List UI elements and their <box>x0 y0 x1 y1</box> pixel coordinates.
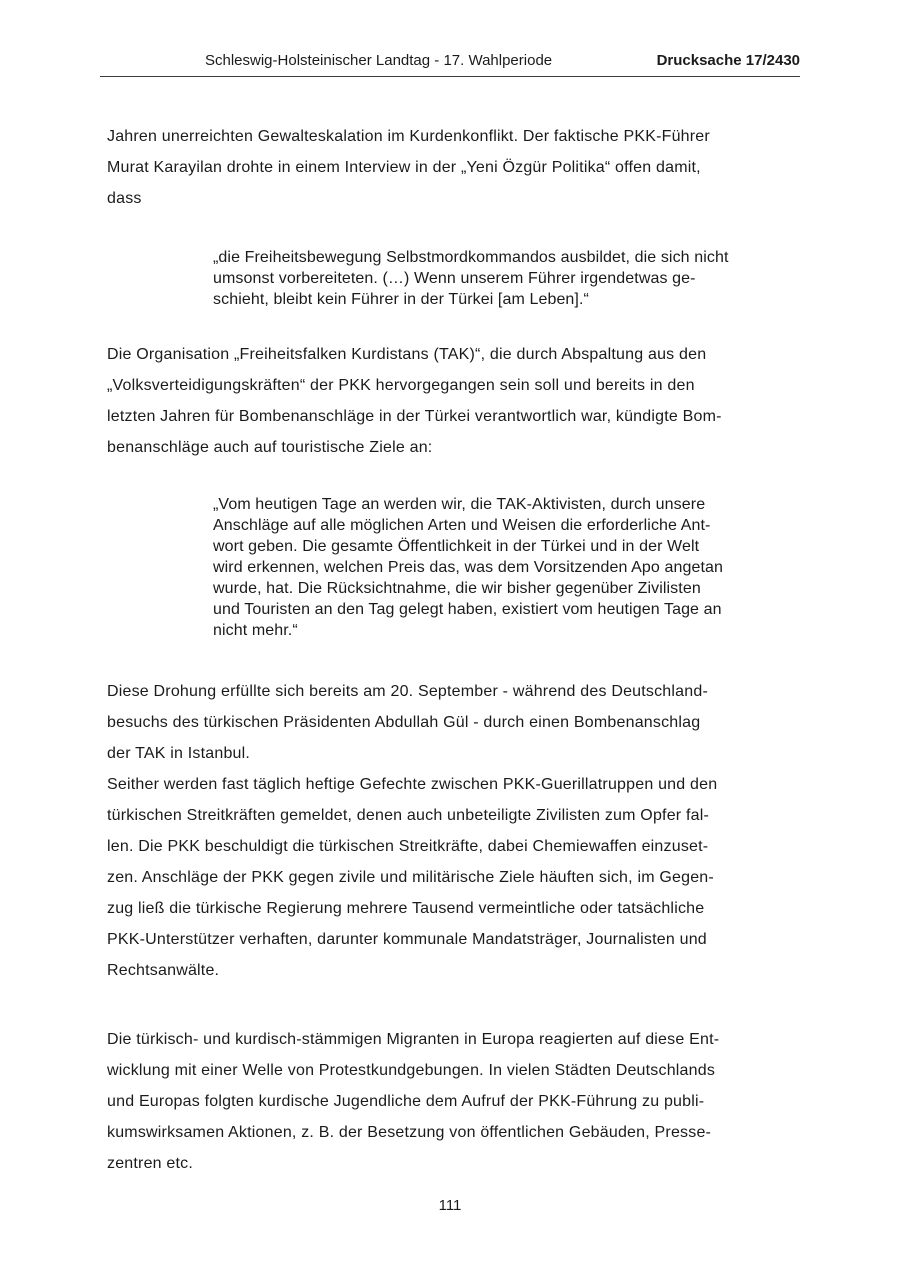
text-line: Die Organisation „Freiheitsfalken Kurdistans (TAK)“, die durch Abspaltung aus den <box>107 346 707 363</box>
text-line: Jahren unerreichten Gewalteskalation im Kurdenkonflikt. Der faktische PKK-Führer <box>107 128 710 145</box>
text-line: benanschläge auch auf touristische Ziele an: <box>107 439 433 456</box>
text-line: der TAK in Istanbul. <box>107 745 251 762</box>
paragraph <box>107 121 800 214</box>
paragraph <box>107 1024 800 1179</box>
text-line: Die türkisch- und kurdisch-stämmigen Migranten in Europa reagierten auf diese Ent- <box>107 1031 720 1048</box>
document-body <box>107 121 800 1179</box>
text-line: Rechtsanwälte. <box>107 962 220 979</box>
text-line: besuchs des türkischen Präsidenten Abdullah Gül - durch einen Bombenanschlag <box>107 714 701 731</box>
text-line: Diese Drohung erfüllte sich bereits am 20. September - während des Deutschland- <box>107 683 708 700</box>
text-line: dass <box>107 190 142 207</box>
text-line: zen. Anschläge der PKK gegen zivile und militärische Ziele häuften sich, im Gegen- <box>107 869 714 886</box>
text-line: „Volksverteidigungskräften“ der PKK hervorgegangen sein soll und bereits in den <box>107 377 695 394</box>
text-line: „Vom heutigen Tage an werden wir, die TAK-Aktivisten, durch unsere <box>213 496 706 513</box>
text-line: umsonst vorbereiteten. (…) Wenn unserem Führer irgendetwas ge- <box>213 270 696 287</box>
text-line: schieht, bleibt kein Führer in der Türkei [am Leben].“ <box>213 291 589 308</box>
text-line: „die Freiheitsbewegung Selbstmordkommandos ausbildet, die sich nicht <box>213 249 729 266</box>
text-line: wicklung mit einer Welle von Protestkundgebungen. In vielen Städten Deutschlands <box>107 1062 716 1079</box>
text-line: zentren etc. <box>107 1155 194 1172</box>
header-drucksache-number: Drucksache 17/2430 <box>656 52 800 69</box>
text-line: wort geben. Die gesamte Öffentlichkeit in der Türkei und in der Welt <box>213 538 700 555</box>
text-line: und Europas folgten kurdische Jugendliche dem Aufruf der PKK-Führung zu publi- <box>107 1093 705 1110</box>
page-header <box>100 0 800 77</box>
paragraph <box>107 339 800 463</box>
text-line: türkischen Streitkräften gemeldet, denen auch unbeteiligte Zivilisten zum Opfer fal- <box>107 807 709 824</box>
text-line: PKK-Unterstützer verhaften, darunter kommunale Mandatsträger, Journalisten und <box>107 931 707 948</box>
page-number: 111 <box>438 1197 462 1214</box>
page-footer <box>0 1196 900 1215</box>
text-line: letzten Jahren für Bombenanschläge in der Türkei verantwortlich war, kündigte Bom- <box>107 408 722 425</box>
paragraph <box>107 676 800 986</box>
text-line: nicht mehr.“ <box>213 622 298 639</box>
text-line: Anschläge auf alle möglichen Arten und Weisen die erforderliche Ant- <box>213 517 711 534</box>
text-line: zug ließ die türkische Regierung mehrere Tausend vermeintliche oder tatsächliche <box>107 900 705 917</box>
text-line: kumswirksamen Aktionen, z. B. der Besetzung von öffentlichen Gebäuden, Presse- <box>107 1124 712 1141</box>
text-line: Seither werden fast täglich heftige Gefechte zwischen PKK-Guerillatruppen und den <box>107 776 718 793</box>
text-line: len. Die PKK beschuldigt die türkischen Streitkräfte, dabei Chemiewaffen einzuset- <box>107 838 709 855</box>
text-line: und Touristen an den Tag gelegt haben, existiert vom heutigen Tage an <box>213 601 722 618</box>
header-left-title: Schleswig-Holsteinischer Landtag - 17. Wahlperiode <box>205 52 553 69</box>
text-line: wird erkennen, welchen Preis das, was dem Vorsitzenden Apo angetan <box>213 559 724 576</box>
quoted-passage <box>107 247 800 310</box>
quoted-passage <box>107 494 800 641</box>
text-line: Murat Karayilan drohte in einem Interview in der „Yeni Özgür Politika“ offen damit, <box>107 159 701 176</box>
text-line: wurde, hat. Die Rücksichtnahme, die wir bisher gegenüber Zivilisten <box>213 580 701 597</box>
